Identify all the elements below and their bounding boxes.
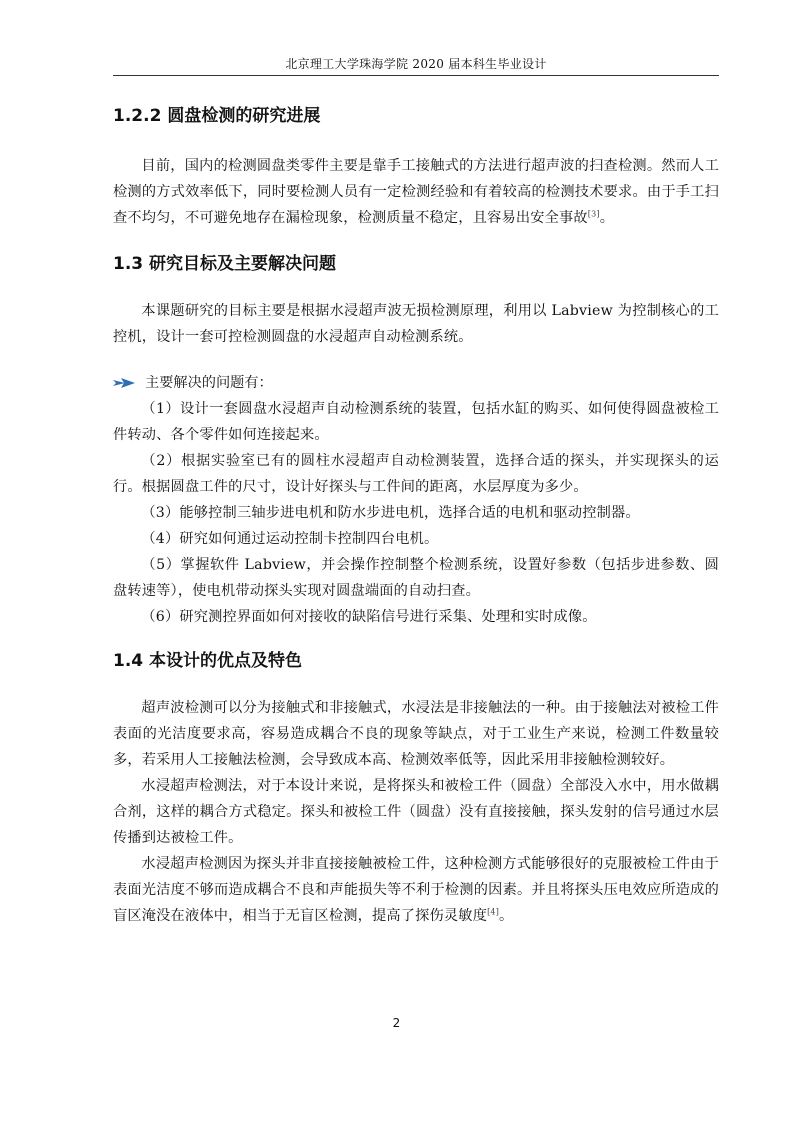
paragraph-1-4-3	[113, 851, 719, 929]
section-title-1-4: 1.4 本设计的优点及特色	[113, 651, 303, 671]
paragraph-text: 目前，国内的检测圆盘类零件主要是靠手工接触式的方法进行超声波的扫查检测。然而人工检测的方式效率低下，同时要检测人员有一定检测经验和有着较高的检测技术要求。由于手工扫查不均匀，不可避免地存在漏检现象，检测质量不稳定，且容易出安全事故	[113, 158, 719, 226]
citation-ref[interactable]: [3]	[587, 209, 600, 219]
section-title-1-3: 1.3 研究目标及主要解决问题	[113, 254, 337, 274]
list-item: （5）掌握软件 Labview，并会操作控制整个检测系统，设置好参数（包括步进参数、圆盘转速等），使电机带动探头实现对圆盘端面的自动扫查。	[113, 557, 719, 599]
paragraph-end: 。	[499, 908, 514, 924]
paragraph-end: 。	[599, 210, 615, 226]
citation-ref[interactable]: [4]	[487, 907, 500, 917]
paragraph-1-2-2	[113, 153, 719, 231]
list-item: （4）研究如何通过运动控制卡控制四台电机。	[141, 531, 439, 547]
paragraph-text: 水浸超声检测因为探头并非直接接触被检工件，这种检测方式能够很好的克服被检工件由于表面光洁度不够而造成耦合不良和声能损失等不利于检测的因素。并且将探头压电效应所造成的盲区淹没在液体中，相当于无盲区检测，提高了探伤灵敏度	[113, 856, 719, 924]
list-item: （3）能够控制三轴步进电机和防水步进电机，选择合适的电机和驱动控制器。	[141, 505, 640, 521]
header-rule	[113, 75, 719, 76]
paragraph-1-3-intro: 本课题研究的目标主要是根据水浸超声波无损检测原理，利用以 Labview 为控制核心的工控机，设计一套可控检测圆盘的水浸超声自动检测系统。	[113, 303, 719, 345]
list-item: （2）根据实验室已有的圆柱水浸超声自动检测装置，选择合适的探头，并实现探头的运行。根据圆盘工件的尺寸，设计好探头与工件间的距离，水层厚度为多少。	[113, 453, 719, 495]
running-header: 北京理工大学珠海学院 2020 届本科生毕业设计	[285, 57, 547, 71]
bullet-label: 主要解决的问题有：	[145, 375, 273, 391]
paragraph-1-4-1: 超声波检测可以分为接触式和非接触式，水浸法是非接触法的一种。由于接触法对被检工件表面的光洁度要求高，容易造成耦合不良的现象等缺点，对于工业生产来说，检测工件数量较多，若采用人工接触法检测，会导致成本高、检测效率低等，因此采用非接触检测较好。	[113, 700, 719, 768]
arrow-bullet-icon	[113, 377, 135, 389]
list-item: （6）研究测控界面如何对接收的缺陷信号进行采集、处理和实时成像。	[141, 609, 597, 625]
page-body	[113, 100, 719, 929]
section-title-1-2-2: 1.2.2 圆盘检测的研究进展	[113, 106, 321, 126]
paragraph-1-4-2: 水浸超声检测法，对于本设计来说，是将探头和被检工件（圆盘）全部没入水中，用水做耦合剂，这样的耦合方式稳定。探头和被检工件（圆盘）没有直接接触，探头发射的信号通过水层传播到达被检工件。	[113, 778, 719, 846]
bullet-main-problems	[113, 370, 719, 396]
list-item: （1）设计一套圆盘水浸超声自动检测系统的装置，包括水缸的购买、如何使得圆盘被检工件转动、各个零件如何连接起来。	[113, 401, 719, 443]
page-number: 2	[392, 1016, 401, 1030]
